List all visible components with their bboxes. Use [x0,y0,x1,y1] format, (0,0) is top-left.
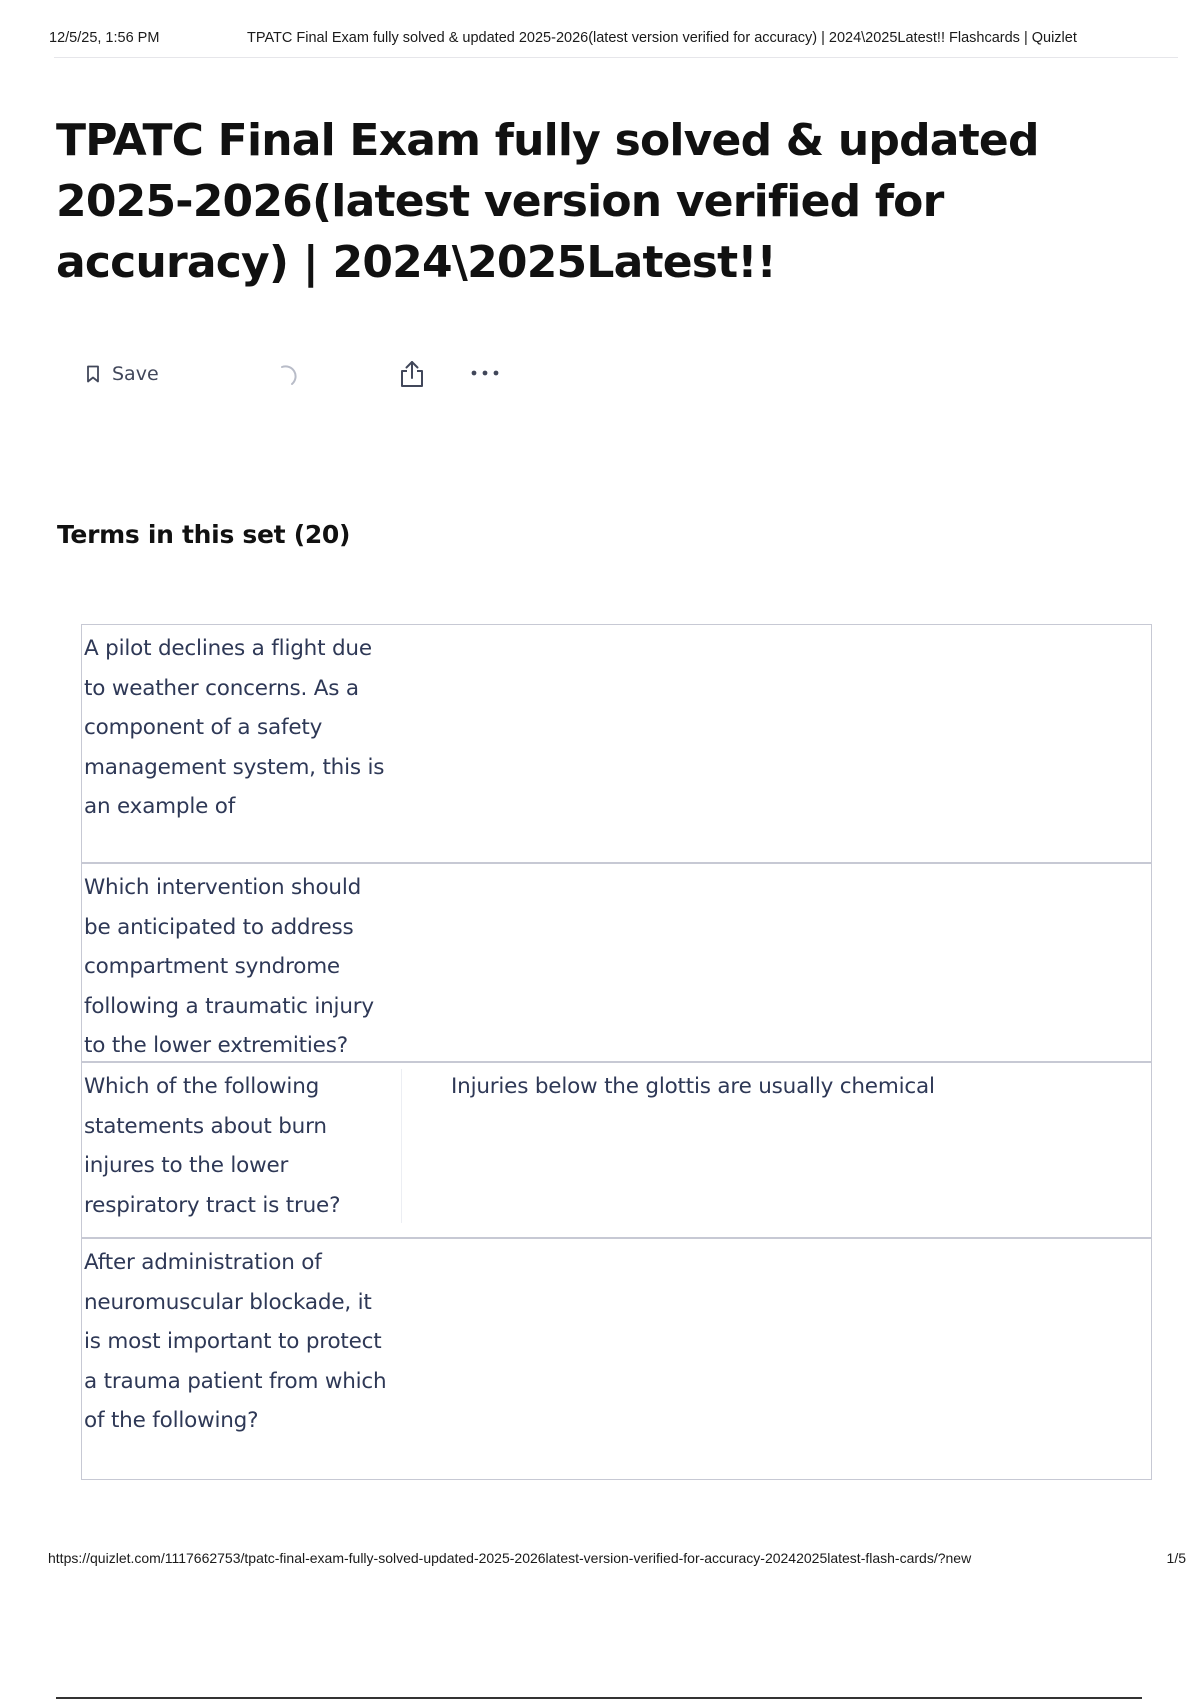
term-text: Which of the following statements about burn injures to the lower respiratory tract is true? [84,1074,341,1218]
terms-heading: Terms in this set (20) [57,520,351,549]
header-divider [54,57,1178,58]
page-number: 1/5 [1166,1550,1186,1566]
print-url: https://quizlet.com/1117662753/tpatc-final-exam-fully-solved-updated-2025-2026latest-version-verified-for-accuracy-20242025latest-flash-cards/?new [48,1550,972,1566]
bookmark-icon [86,365,100,383]
page-title: TPATC Final Exam fully solved & updated 2025-2026(latest version verified for accuracy) | 2024\2025Latest!! [56,115,1039,288]
spinner-icon [278,363,302,389]
term-card [82,625,1151,864]
term-text: Which intervention should be anticipated to address compartment syndrome following a traumatic injury to the lower extremities? [84,875,374,1058]
save-label: Save [112,363,159,385]
term-text: A pilot declines a flight due to weather concerns. As a component of a safety management system, this is an example of [84,636,385,819]
definition-text: Injuries below the glottis are usually chemical [451,1074,935,1099]
print-footer [48,1550,1186,1570]
print-tab-title: TPATC Final Exam fully solved & updated 2025-2026(latest version verified for accuracy) | 2024\2025Latest!! Flashcards | Quizlet [247,30,1077,46]
term-card [82,1239,1151,1479]
page-bottom-rule [56,1697,1142,1699]
terms-table [81,624,1152,1480]
column-divider [401,1069,402,1223]
print-date: 12/5/25, 1:56 PM [49,30,160,46]
share-icon[interactable] [398,359,426,389]
term-card [82,864,1151,1063]
term-text: After administration of neuromuscular blockade, it is most important to protect a trauma patient from which of the following? [84,1250,387,1433]
term-card [82,1063,1151,1239]
set-toolbar [0,357,600,397]
save-button[interactable] [86,363,159,385]
more-icon[interactable] [470,369,500,377]
